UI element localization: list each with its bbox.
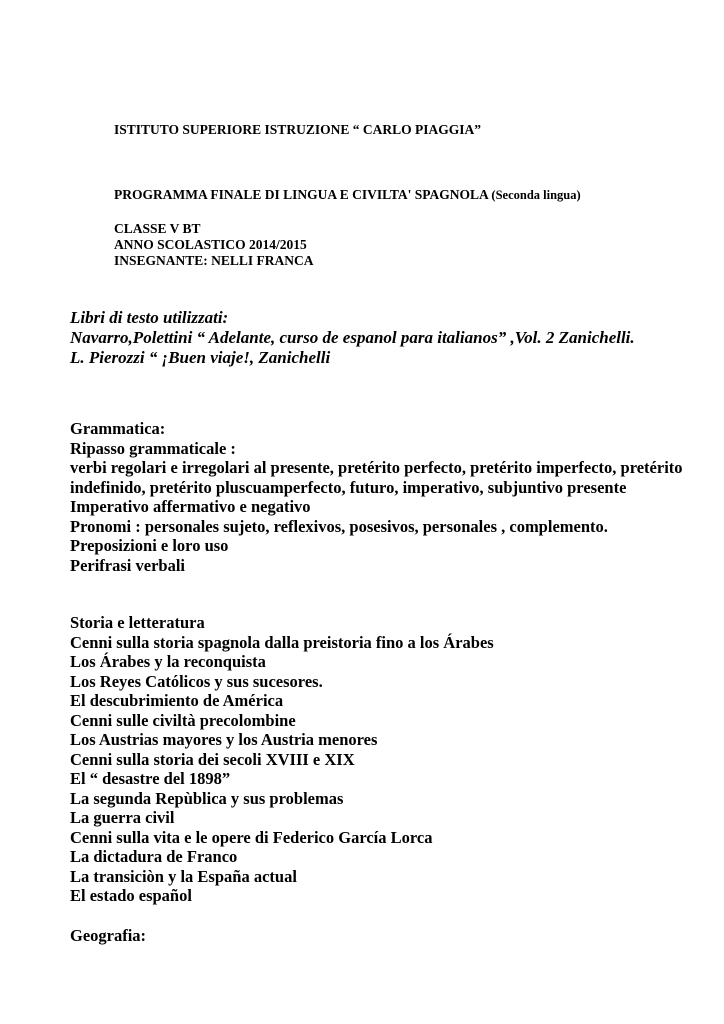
class-line: CLASSE V BT <box>114 221 201 236</box>
history-item: Los Austrias mayores y los Austria menores <box>70 730 378 749</box>
history-section <box>70 613 710 906</box>
history-heading: Storia e letteratura <box>70 613 205 632</box>
history-item: La segunda Repùblica y sus problemas <box>70 788 344 808</box>
grammar-section <box>70 419 710 575</box>
program-title-note: (Seconda lingua) <box>491 188 581 202</box>
geography-heading: Geografia: <box>70 926 147 945</box>
program-title-text: PROGRAMMA FINALE DI LINGUA E CIVILTA' SPAGNOLA <box>114 187 489 202</box>
grammar-item: Pronomi : personales sujeto, reflexivos, posesivos, personales , complemento. <box>70 516 608 536</box>
grammar-subheading: Ripasso grammaticale : <box>70 438 236 458</box>
grammar-item: Perifrasi verbali <box>70 555 186 575</box>
history-item: El descubrimiento de América <box>70 691 284 710</box>
history-item: Los Árabes y la reconquista <box>70 652 266 671</box>
textbook-item: L. Pierozzi “ ¡Buen viaje!, Zanichelli <box>70 348 331 367</box>
teacher-line: INSEGNANTE: NELLI FRANCA <box>114 253 314 268</box>
history-item: Cenni sulla vita e le opere di Federico García Lorca <box>70 827 433 847</box>
grammar-heading: Grammatica: <box>70 419 166 438</box>
history-item: La transiciòn y la España actual <box>70 866 297 886</box>
institute-title: ISTITUTO SUPERIORE ISTRUZIONE “ CARLO PIAGGIA” <box>114 122 481 137</box>
textbooks-section <box>70 308 710 368</box>
textbook-item: Navarro,Polettini “ Adelante, curso de espanol para italianos” ,Vol. 2 Zanichelli. <box>70 328 635 347</box>
grammar-item: Imperativo affermativo e negativo <box>70 497 311 516</box>
history-item: La dictadura de Franco <box>70 847 238 866</box>
history-item: El estado español <box>70 886 192 905</box>
history-item: El “ desastre del 1898” <box>70 769 231 788</box>
school-year-line: ANNO SCOLASTICO 2014/2015 <box>114 237 307 252</box>
history-item: Los Reyes Católicos y sus sucesores. <box>70 671 323 691</box>
history-item: Cenni sulla storia dei secoli XVIII e XIX <box>70 749 355 769</box>
program-title <box>114 187 581 204</box>
grammar-verbs: verbi regolari e irregolari al presente, pretérito perfecto, pretérito imperfecto, pretérito indefinido, pretérito pluscuamperfecto, futuro, imperativo, subjuntivo presente <box>70 458 683 497</box>
textbooks-heading: Libri di testo utilizzati: <box>70 308 229 327</box>
history-item: Cenni sulla storia spagnola dalla preistoria fino a los Árabes <box>70 632 494 652</box>
history-item: Cenni sulle civiltà precolombine <box>70 710 296 730</box>
history-item: La guerra civil <box>70 808 175 827</box>
grammar-item: Preposizioni e loro uso <box>70 536 229 555</box>
